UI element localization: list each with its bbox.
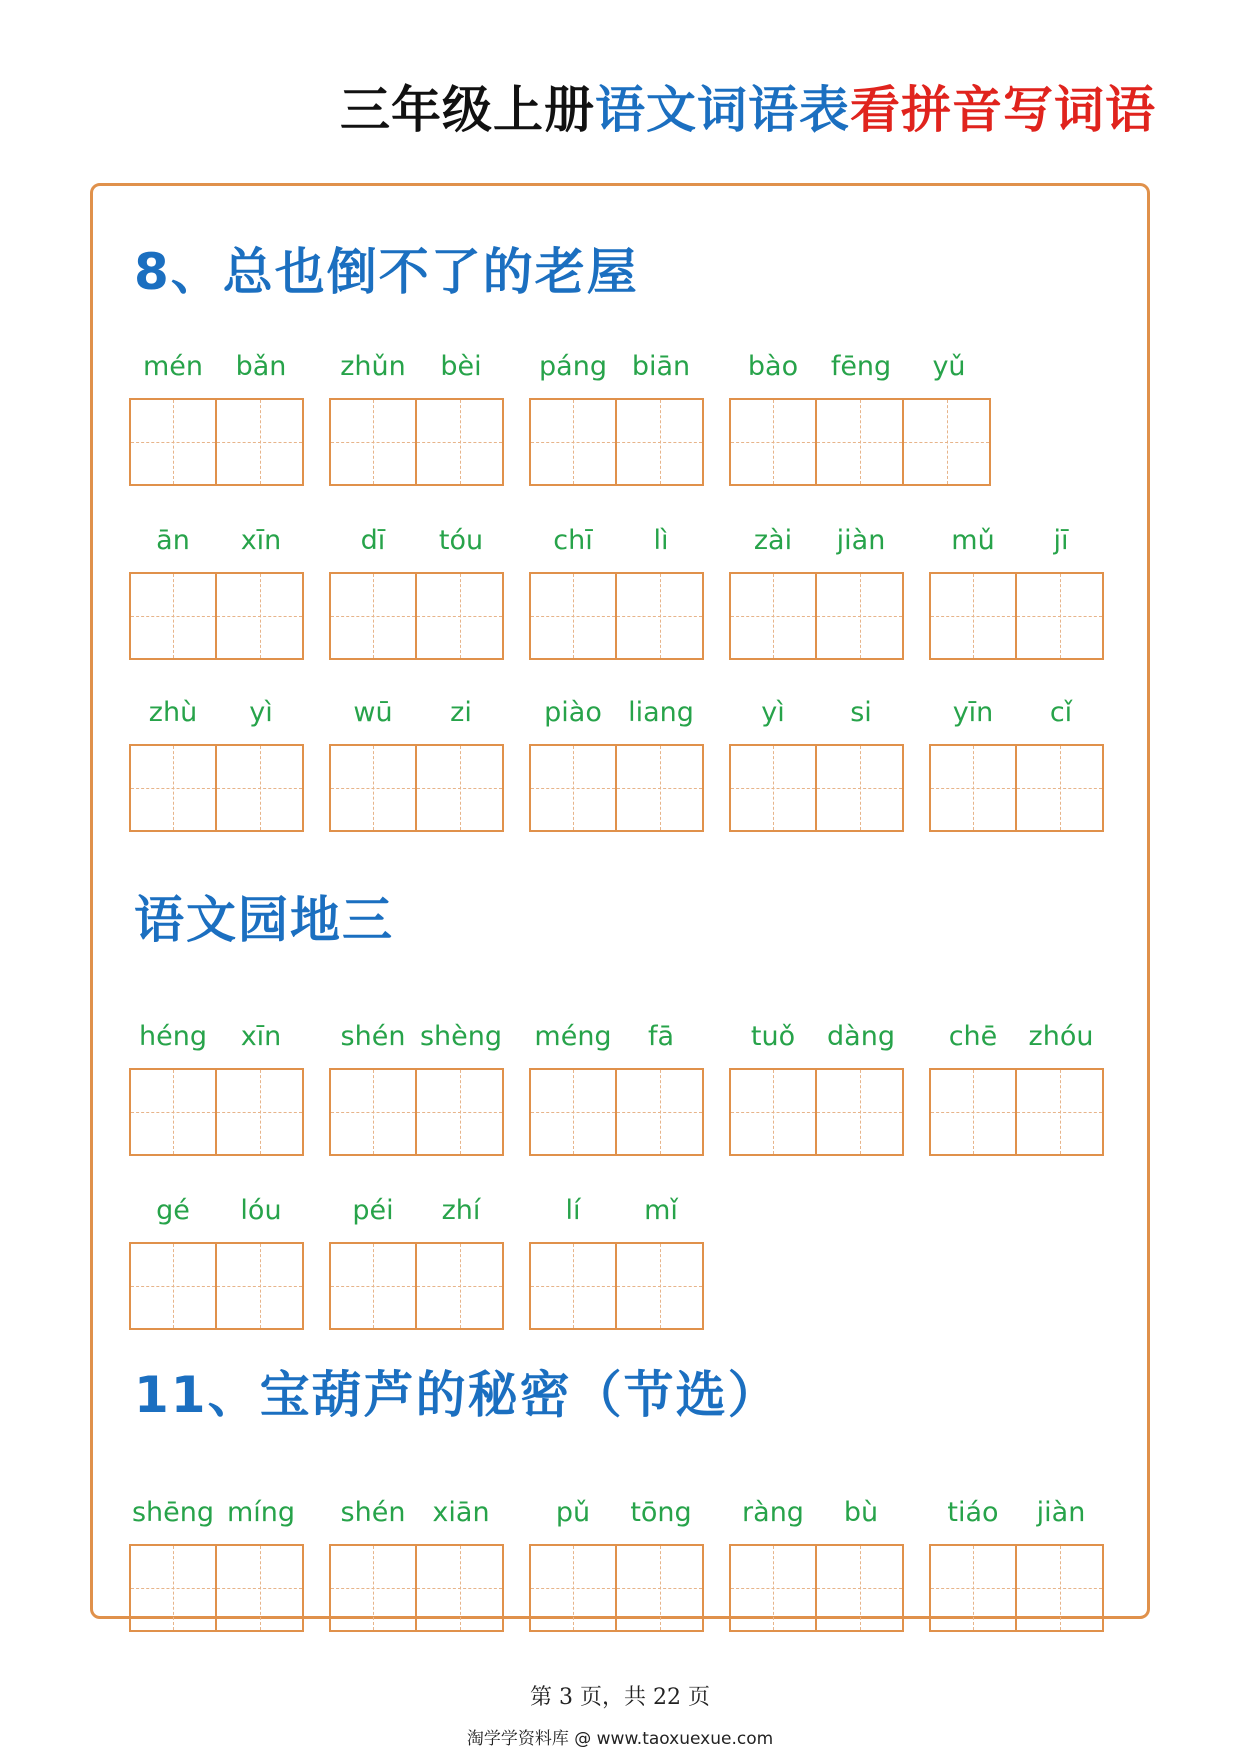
pinyin-syllable: biān [631, 351, 691, 382]
writing-cell[interactable] [617, 1242, 704, 1330]
pinyin-syllable: wū [353, 697, 393, 728]
section-heading: 语文园地三 [134, 891, 394, 949]
writing-boxes [329, 572, 504, 660]
writing-boxes [729, 1068, 904, 1156]
pinyin-syllable: fā [647, 1021, 675, 1052]
pinyin-syllable: míng [226, 1497, 296, 1528]
writing-cell[interactable] [417, 398, 504, 486]
writing-boxes [529, 1068, 704, 1156]
writing-cell[interactable] [529, 398, 617, 486]
writing-boxes [129, 744, 304, 832]
pinyin-syllable: tiáo [947, 1497, 999, 1528]
writing-boxes [129, 1068, 304, 1156]
writing-boxes [529, 1242, 704, 1330]
writing-boxes [929, 1068, 1104, 1156]
writing-boxes [529, 572, 704, 660]
writing-cell[interactable] [329, 572, 417, 660]
pinyin-syllable: tōng [630, 1497, 692, 1528]
writing-cell[interactable] [617, 1068, 704, 1156]
pinyin-syllable: tuǒ [750, 1021, 796, 1052]
writing-boxes [329, 744, 504, 832]
writing-boxes [329, 398, 504, 486]
writing-boxes [129, 572, 304, 660]
writing-cell[interactable] [329, 1544, 417, 1632]
word-row [129, 1491, 1109, 1631]
writing-cell[interactable] [817, 1068, 904, 1156]
writing-cell[interactable] [217, 398, 304, 486]
pinyin-syllable: péi [352, 1195, 394, 1226]
word-row [129, 519, 1109, 659]
writing-boxes [129, 1544, 304, 1632]
pinyin-syllable: ān [156, 525, 190, 556]
writing-boxes [729, 744, 904, 832]
word-row [129, 345, 1109, 485]
title-part-task: 看拼音写词语 [850, 80, 1156, 139]
writing-cell[interactable] [1017, 1544, 1104, 1632]
writing-cell[interactable] [817, 744, 904, 832]
pinyin-syllable: méng [534, 1021, 612, 1052]
pinyin-syllable: bù [843, 1497, 879, 1528]
writing-cell[interactable] [217, 1242, 304, 1330]
pinyin-syllable: lóu [240, 1195, 282, 1226]
writing-cell[interactable] [417, 1068, 504, 1156]
pinyin-syllable: ràng [742, 1497, 804, 1528]
site-credit: 淘学学资料库 @ www.taoxuexue.com [466, 1729, 774, 1749]
writing-cell[interactable] [617, 1544, 704, 1632]
writing-boxes [929, 744, 1104, 832]
writing-cell[interactable] [129, 572, 217, 660]
writing-cell[interactable] [617, 572, 704, 660]
writing-boxes [329, 1242, 504, 1330]
writing-cell[interactable] [929, 1068, 1017, 1156]
pinyin-syllable: mǔ [951, 525, 995, 556]
pinyin-syllable: yǔ [932, 351, 966, 382]
writing-cell[interactable] [217, 1068, 304, 1156]
pinyin-syllable: tóu [438, 525, 484, 556]
pinyin-syllable: lì [653, 525, 669, 556]
writing-cell[interactable] [617, 398, 704, 486]
pinyin-syllable: mén [142, 351, 204, 382]
pinyin-syllable: shèng [419, 1021, 503, 1052]
writing-cell[interactable] [129, 744, 217, 832]
writing-boxes [129, 1242, 304, 1330]
writing-cell[interactable] [417, 1544, 504, 1632]
pinyin-syllable: dàng [827, 1021, 895, 1052]
word-row [129, 691, 1109, 831]
pinyin-syllable: jiàn [1036, 1497, 1086, 1528]
writing-cell[interactable] [729, 572, 817, 660]
pinyin-syllable: shén [340, 1021, 406, 1052]
pinyin-syllable: jiàn [836, 525, 886, 556]
writing-cell[interactable] [329, 1242, 417, 1330]
writing-boxes [729, 572, 904, 660]
writing-cell[interactable] [217, 1544, 304, 1632]
pinyin-syllable: zi [450, 697, 472, 728]
pinyin-syllable: fēng [830, 351, 892, 382]
writing-cell[interactable] [217, 744, 304, 832]
pinyin-syllable: si [850, 697, 872, 728]
writing-cell[interactable] [729, 744, 817, 832]
writing-boxes [129, 398, 304, 486]
writing-cell[interactable] [329, 744, 417, 832]
writing-cell[interactable] [617, 744, 704, 832]
pinyin-syllable: mǐ [644, 1195, 678, 1226]
writing-cell[interactable] [417, 1242, 504, 1330]
writing-cell[interactable] [729, 398, 817, 486]
pinyin-syllable: yì [249, 697, 273, 728]
pinyin-syllable: páng [539, 351, 607, 382]
writing-cell[interactable] [817, 398, 904, 486]
writing-cell[interactable] [129, 1242, 217, 1330]
pinyin-syllable: shēng [131, 1497, 215, 1528]
writing-cell[interactable] [729, 1068, 817, 1156]
pinyin-syllable: yīn [952, 697, 994, 728]
pinyin-syllable: zhóu [1028, 1021, 1094, 1052]
pinyin-syllable: bào [747, 351, 799, 382]
pinyin-syllable: xīn [240, 1021, 282, 1052]
writing-cell[interactable] [529, 744, 617, 832]
pinyin-syllable: yì [761, 697, 785, 728]
pinyin-syllable: shén [340, 1497, 406, 1528]
title-part-grade: 三年级上册 [340, 80, 595, 139]
pinyin-syllable: bèi [440, 351, 482, 382]
pinyin-syllable: zài [753, 525, 793, 556]
page-number: 第 3 页，共 22 页 [530, 1685, 710, 1710]
writing-cell[interactable] [329, 1068, 417, 1156]
writing-cell[interactable] [417, 572, 504, 660]
pinyin-syllable: cǐ [1049, 697, 1073, 728]
pinyin-syllable: piào [544, 697, 602, 728]
writing-cell[interactable] [129, 1068, 217, 1156]
writing-boxes [529, 1544, 704, 1632]
writing-cell[interactable] [129, 398, 217, 486]
word-row [129, 1189, 1109, 1329]
title-part-wordlist: 语文词语表 [595, 80, 850, 139]
writing-cell[interactable] [929, 744, 1017, 832]
pinyin-syllable: dī [360, 525, 386, 556]
writing-cell[interactable] [529, 1242, 617, 1330]
pinyin-syllable: liang [628, 697, 694, 728]
word-row [129, 1015, 1109, 1155]
pinyin-syllable: zhù [148, 697, 198, 728]
writing-cell[interactable] [1017, 744, 1104, 832]
writing-cell[interactable] [729, 1544, 817, 1632]
pinyin-syllable: pǔ [555, 1497, 591, 1528]
writing-cell[interactable] [929, 572, 1017, 660]
writing-boxes [529, 398, 704, 486]
page-title [340, 70, 1156, 142]
pinyin-syllable: gé [156, 1195, 190, 1226]
writing-cell[interactable] [529, 1068, 617, 1156]
section-heading: 11、宝葫芦的秘密（节选） [134, 1366, 780, 1424]
pinyin-syllable: héng [139, 1021, 207, 1052]
pinyin-syllable: xiān [432, 1497, 490, 1528]
pinyin-syllable: xīn [240, 525, 282, 556]
writing-cell[interactable] [329, 398, 417, 486]
section-heading: 8、总也倒不了的老屋 [134, 243, 639, 301]
writing-cell[interactable] [817, 572, 904, 660]
pinyin-syllable: zhí [441, 1195, 481, 1226]
writing-cell[interactable] [817, 1544, 904, 1632]
pinyin-syllable: bǎn [235, 351, 287, 382]
writing-cell[interactable] [1017, 1068, 1104, 1156]
pinyin-syllable: chē [948, 1021, 998, 1052]
writing-boxes [529, 744, 704, 832]
writing-cell[interactable] [129, 1544, 217, 1632]
writing-boxes [929, 572, 1104, 660]
writing-boxes [729, 398, 991, 486]
writing-boxes [329, 1068, 504, 1156]
writing-cell[interactable] [1017, 572, 1104, 660]
writing-cell[interactable] [929, 1544, 1017, 1632]
pinyin-syllable: lí [565, 1195, 581, 1226]
writing-cell[interactable] [529, 572, 617, 660]
writing-cell[interactable] [217, 572, 304, 660]
writing-boxes [929, 1544, 1104, 1632]
writing-cell[interactable] [417, 744, 504, 832]
pinyin-syllable: chī [553, 525, 593, 556]
writing-cell[interactable] [529, 1544, 617, 1632]
writing-cell[interactable] [904, 398, 991, 486]
pinyin-syllable: zhǔn [340, 351, 406, 382]
writing-boxes [729, 1544, 904, 1632]
writing-boxes [329, 1544, 504, 1632]
pinyin-syllable: jī [1053, 525, 1069, 556]
